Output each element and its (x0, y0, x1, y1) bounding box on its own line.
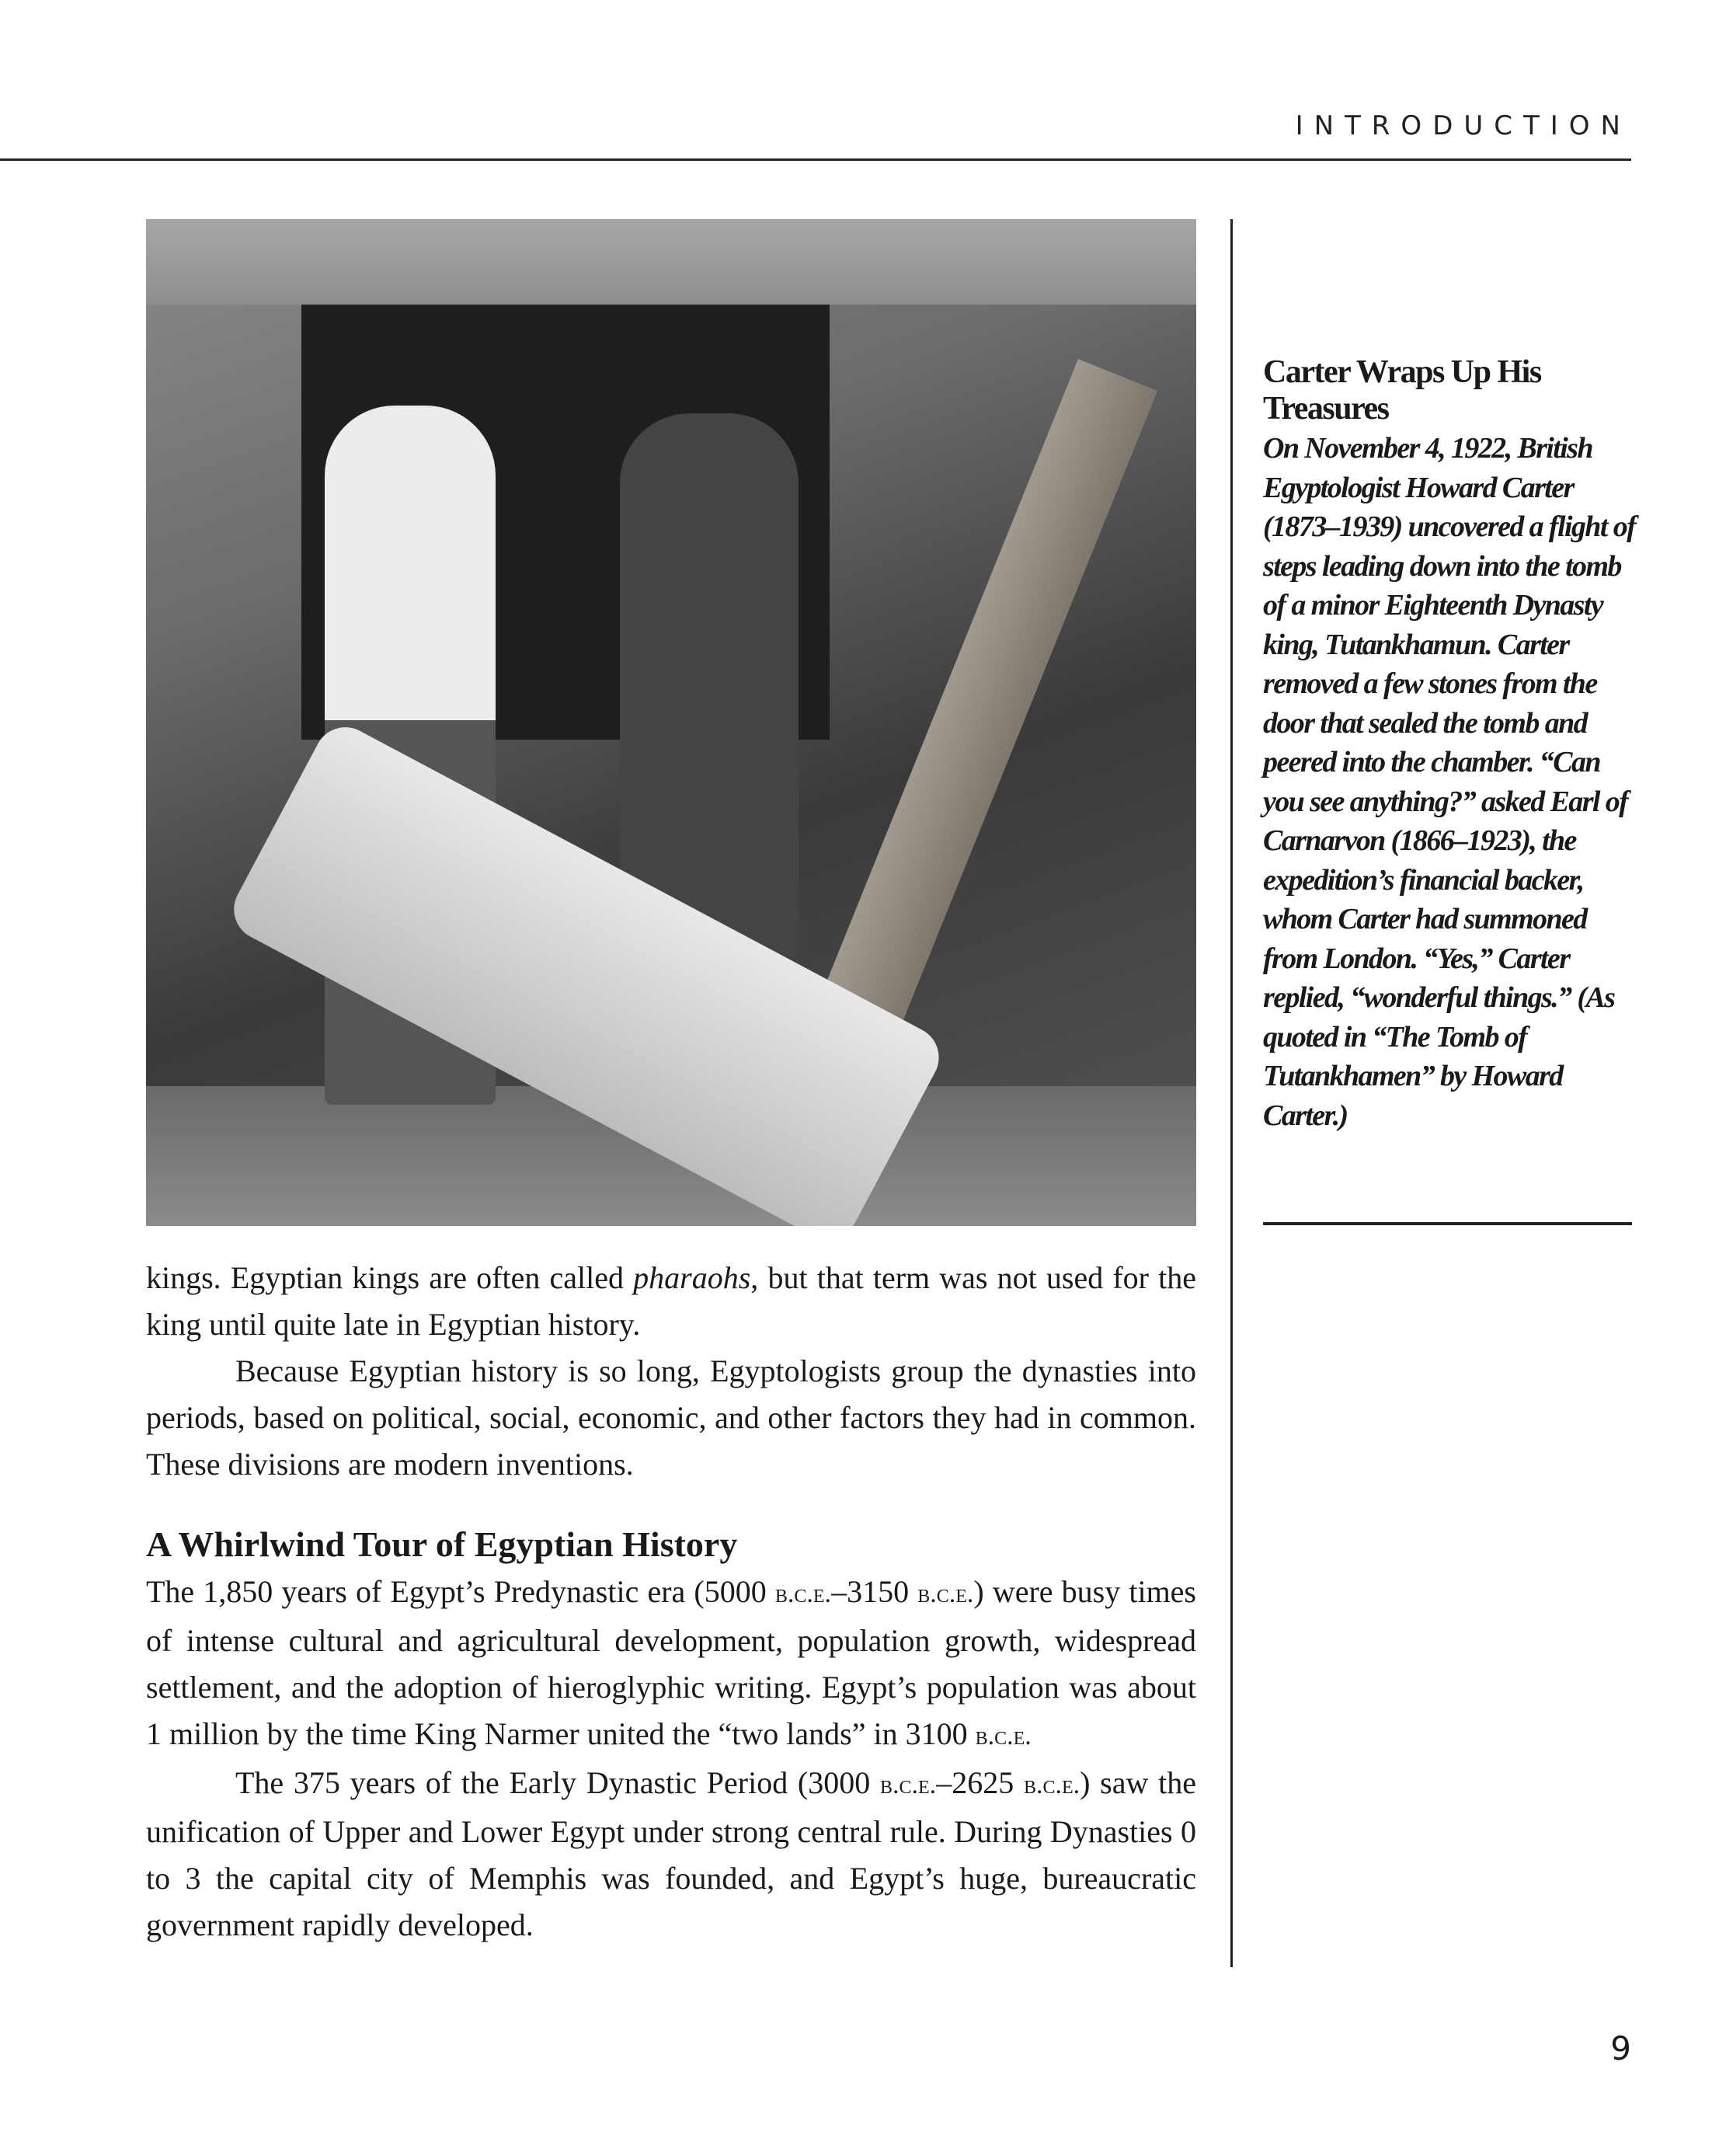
sidebar-title: Carter Wraps Up His Treasures (1263, 354, 1541, 427)
photo-wall (146, 219, 1196, 305)
sidebar-rule (1263, 1222, 1632, 1225)
section-heading: A Whirlwind Tour of Egyptian History (146, 1524, 738, 1564)
sidebar-caption (1263, 354, 1636, 1135)
photo-carter-wrapping-treasures (146, 219, 1196, 1226)
paragraph: Because Egyptian history is so long, Egyptologists group the dynasties into periods, based on political, social, economic, and other factors they had in common. These divisions are modern inventions. (146, 1353, 1196, 1482)
page-number: 9 (1610, 2029, 1631, 2067)
body-text (146, 1255, 1196, 1949)
header-rule (0, 158, 1631, 161)
sidebar-caption-text: On November 4, 1922, British Egyptologist Howard Carter (1873–1939) uncovered a flight of steps leading down into the tomb of a minor Eighteenth Dynasty king, Tutankhamun. Carter removed a few stones from the door that sealed the tomb and peered into the chamber. “Can you see anything?” asked Earl of Carnarvon (1866–1923), the expedition’s financial backer, whom Carter had summoned from London. “Yes,” Carter replied, “wonderful things.” (As quoted in “The Tomb of Tutankhamen” by Howard Carter.) (1263, 432, 1636, 1132)
running-head: INTRODUCTION (1295, 110, 1631, 141)
paragraph: kings. Egyptian kings are often called pharaohs, but that term was not used for the king until quite late in Egyptian history. (146, 1260, 1197, 1342)
photo-figure-standing (620, 413, 799, 957)
column-divider (1230, 219, 1233, 1967)
paragraph: The 375 years of the Early Dynastic Period (3000 b.c.e.–2625 b.c.e.) saw the unification of Upper and Lower Egypt under strong central rule. During Dynasties 0 to 3 the capital city of Memphis was founded, and Egypt’s huge, bureaucratic government rapidly developed. (146, 1765, 1196, 1942)
paragraph: The 1,850 years of Egypt’s Predynastic era (5000 b.c.e.–3150 b.c.e.) were busy times of intense cultural and agricultural development, population growth, widespread settlement, and the adoption of hieroglyphic writing. Egypt’s population was about 1 million by the time King Narmer united the “two lands” in 3100 b.c.e. (146, 1574, 1196, 1751)
emphasis: pharaohs (633, 1260, 751, 1295)
